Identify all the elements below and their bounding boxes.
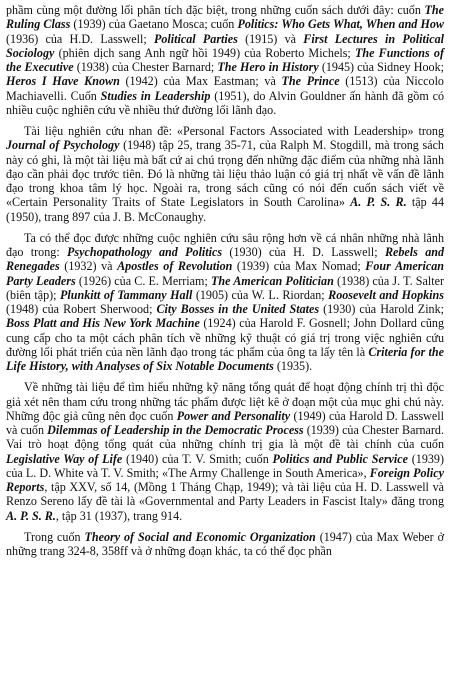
text-run: (1948) của Robert Sherwood;: [6, 302, 157, 316]
text-run: (phiên dịch sang Anh ngữ hồi 1949) của Roberto Michels;: [54, 45, 355, 60]
text-run: , tập 31 (1937), trang 914.: [55, 508, 183, 523]
text-run: (1949) của Harold D. Lasswell và cuốn: [6, 408, 444, 437]
text-run: Tài liệu nghiên cứu nhan đề: «Personal Factors Associated with Leadership» trong: [24, 124, 444, 138]
italic-title: A. P. S. R.: [6, 508, 56, 523]
italic-title: Political Parties: [153, 31, 238, 46]
italic-title: Heros I Have Known: [6, 74, 120, 89]
italic-title: The Ruling Class: [6, 3, 444, 32]
text-run: (1939) của Gaetano Mosca; cuốn: [70, 17, 238, 32]
paragraph-4: [6, 380, 444, 523]
text-run: (1930) của Harold Zink;: [319, 302, 445, 316]
italic-title: Psychopathology and Politics: [67, 245, 223, 259]
italic-title: Power and Personality: [176, 408, 291, 423]
text-run: Trong cuốn: [24, 529, 85, 544]
text-run: (1915) và: [237, 31, 304, 46]
italic-title: The American Politician: [210, 273, 334, 288]
text-run: (1939) của Max Nomad;: [232, 259, 366, 274]
text-run: , tập XXV, số 14, (Mồng 1 Tháng Chạp, 1949); và tài liệu của H. D. Lasswell và Renzo Sereno lấy đề tài là «Governmental and Party Leaders in Fascist Italy» đăng trong: [6, 480, 444, 509]
italic-title: A. P. S. R.: [350, 195, 407, 210]
italic-title: The Hero in History: [217, 60, 319, 74]
text-run: (1935).: [273, 359, 313, 373]
text-run: Về những tài liệu để tìm hiểu những kỹ năng tổng quát để hoạt động chính trị thì độc giả xét nên tham cứu trong những tác phẩm được liệt kê ở đoạn một của mục ghi chú này. Những độc giả cũng nên đọc cuốn: [6, 380, 444, 423]
text-run: (1513) của Niccolo Machiavelli. Cuốn: [6, 74, 444, 103]
text-run: tập 44 (1950), trang 897 của J. B. McConaughy.: [6, 195, 444, 224]
italic-title: Criteria for the Life History, with Analyses of Six Notable Documents: [6, 344, 445, 373]
italic-title: Legislative Way of Life: [6, 451, 123, 466]
text-run: (1905) của W. L. Riordan;: [192, 287, 329, 302]
paragraph-5: [6, 530, 444, 559]
italic-title: Apostles of Revolution: [117, 259, 233, 274]
italic-title: Studies in Leadership: [100, 88, 211, 103]
italic-title: City Bosses in the United States: [156, 302, 320, 316]
paragraph-1: [6, 3, 444, 117]
italic-title: Politics: Who Gets What, When and How: [237, 17, 444, 32]
italic-title: The Functions of the Executive: [6, 45, 444, 74]
italic-title: Journal of Psychology: [6, 138, 120, 153]
text-run: (1939) của Chester Barnard. Vai trò hoạt động tổng quát của những chính trị gia là một đề tài chính của cuốn: [6, 423, 444, 452]
text-run: Ta có thể đọc được những cuộc nghiên cứu sâu rộng hơn về cá nhân những nhà lãnh đạo trong:: [6, 230, 444, 259]
text-run: (1926) của C. E. Merriam;: [75, 273, 211, 288]
italic-title: Dilemmas of Leadership in the Democratic Process: [47, 423, 304, 437]
paragraph-3: [6, 231, 444, 374]
text-run: (1948) tập 25, trang 35-71, của Ralph M. Stogdill, mà trong sách này có ghi, là một tài liệu mà bất cứ ai chú trọng đến những đặc điểm của những nhà lãnh đạo cần phải đọc trước tiên. Đó là những tài liệu thảo luận có giá trị nhất về vấn đề lãnh đạo trong khoa tâm lý học. Ngoài ra, trong sách cũng có nói đến cuốn sách viết về «Certain Personality Traits of State Legislators in South Carolina»: [6, 138, 444, 210]
italic-title: The Prince: [281, 74, 340, 89]
italic-title: Boss Platt and His New York Machine: [6, 316, 200, 331]
text-run: (1945) của Sidney Hook;: [318, 60, 444, 74]
italic-title: First Lectures in Political Sociology: [6, 31, 445, 60]
text-run: (1939) của L. D. White và T. V. Smith; «The Army Challenge in South America»,: [6, 451, 444, 480]
text-run: (1930) của H. D. Lasswell;: [222, 245, 385, 259]
italic-title: Four American Party Leaders: [6, 259, 444, 288]
text-run: (1947) của Max Weber ở những trang 324-8, 358ff và ở những đoạn khác, ta có thể đọc phần: [6, 529, 444, 558]
text-run: (1951), do Alvin Gouldner ấn hành đã gồm có nhiều cuộc nghiên cứu về nhiều thứ đường lối lãnh đạo.: [6, 88, 444, 117]
italic-title: Theory of Social and Economic Organization: [84, 529, 316, 544]
text-run: (1936) của H.D. Lasswell;: [6, 31, 154, 46]
italic-title: Roosevelt and Hopkins: [328, 287, 444, 302]
italic-title: Rebels and Renegades: [6, 245, 445, 274]
italic-title: Foreign Policy Reports: [6, 465, 444, 494]
text-run: (1932) và: [59, 259, 118, 274]
text-run: (1940) của T. V. Smith; cuốn: [122, 451, 273, 466]
text-run: phầm cùng một đường lối phân tích đặc biệt, trong những cuốn sách dưới đây: cuốn: [6, 3, 425, 17]
paragraph-2: [6, 124, 444, 224]
text-run: (1942) của Max Eastman; và: [119, 74, 282, 89]
text-run: (1924) của Harold F. Gosnell; John Dollard cũng cung cấp cho ta một cách phân tích về những kỹ thuật có giá trị trong việc nghiên cứu đường lối phát triển của nền lãnh đạo trong tác phẩm của ông ta lấy tên là: [6, 316, 444, 359]
italic-title: Politics and Public Service: [272, 451, 409, 466]
text-run: (1938) của J. T. Salter (biên tập);: [6, 273, 444, 302]
italic-title: Plunkitt of Tammany Hall: [60, 287, 193, 302]
text-run: (1938) của Chester Barnard;: [73, 60, 218, 74]
